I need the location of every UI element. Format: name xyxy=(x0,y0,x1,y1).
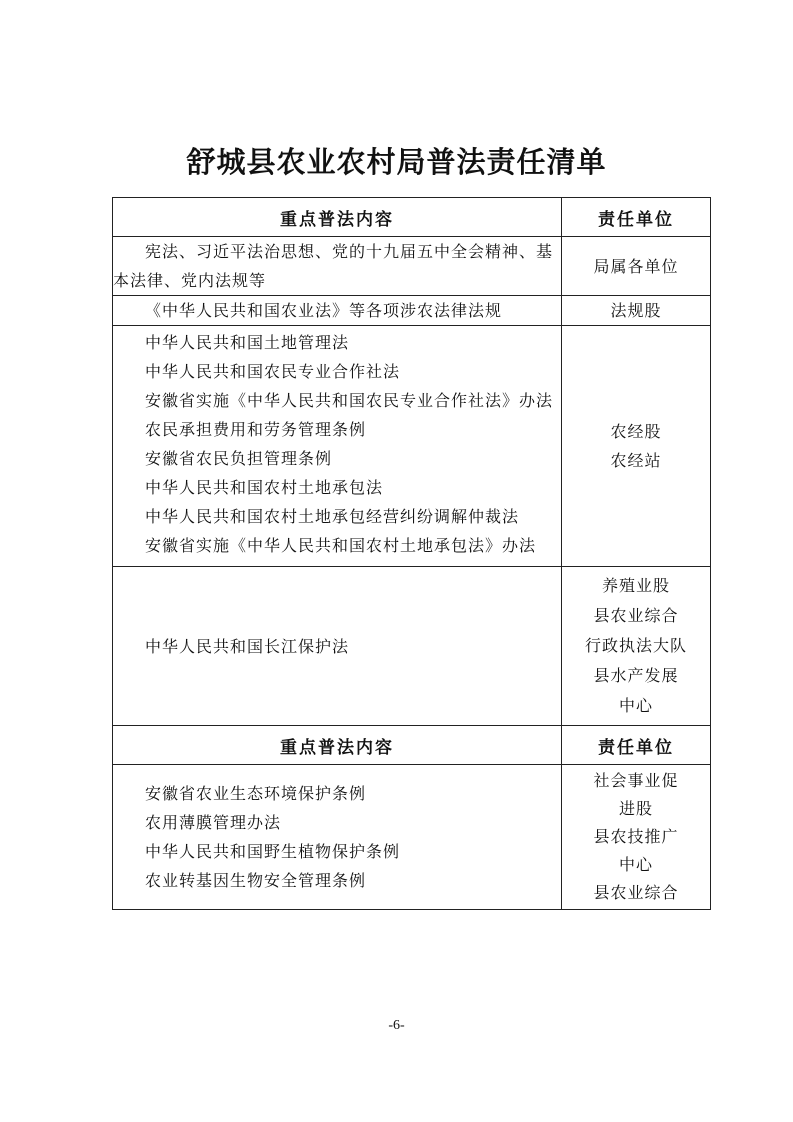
law-item: 中华人民共和国土地管理法 xyxy=(145,333,350,352)
header-content: 重点普法内容 xyxy=(113,198,562,237)
law-item: 《中华人民共和国农业法》等各项涉农法律法规 xyxy=(145,300,503,320)
unit-item: 县农技推广 xyxy=(593,827,679,846)
table-row xyxy=(113,326,711,567)
page-title: 舒城县农业农村局普法责任清单 xyxy=(186,145,607,179)
unit-item: 县水产发展 xyxy=(593,666,679,685)
law-item: 中华人民共和国农村土地承包法 xyxy=(145,478,384,497)
unit-item: 中心 xyxy=(618,855,653,874)
unit-cell xyxy=(562,567,711,726)
law-item: 安徽省实施《中华人民共和国农村土地承包法》办法 xyxy=(145,536,537,555)
unit-item: 农经股 xyxy=(610,422,662,441)
page-number: -6- xyxy=(388,1018,405,1033)
unit-item: 进股 xyxy=(618,799,653,818)
header-content: 重点普法内容 xyxy=(113,726,562,765)
law-item: 安徽省农民负担管理条例 xyxy=(145,449,333,468)
law-item: 安徽省农业生态环境保护条例 xyxy=(145,784,367,803)
unit-item: 中心 xyxy=(618,696,653,715)
unit-cell xyxy=(562,296,711,326)
unit-cell xyxy=(562,765,711,910)
responsibility-table xyxy=(112,197,711,910)
unit-item: 行政执法大队 xyxy=(584,636,687,655)
content-cell xyxy=(113,326,562,567)
content-cell xyxy=(113,237,562,296)
law-item: 农业转基因生物安全管理条例 xyxy=(145,871,367,890)
law-item: 农民承担费用和劳务管理条例 xyxy=(145,420,367,439)
unit-item: 农经站 xyxy=(610,451,662,470)
table-row xyxy=(113,296,711,326)
unit-item: 局属各单位 xyxy=(593,256,679,276)
header-unit: 责任单位 xyxy=(562,726,711,765)
law-item: 中华人民共和国长江保护法 xyxy=(145,636,350,656)
table-header-row xyxy=(113,726,711,765)
content-cell xyxy=(113,296,562,326)
content-cell xyxy=(113,765,562,910)
law-item: 宪法、习近平法治思想、党的十九届五中全会精神、基本法律、党内法规等 xyxy=(113,242,554,290)
table-row xyxy=(113,237,711,296)
content-cell xyxy=(113,567,562,726)
law-item: 中华人民共和国野生植物保护条例 xyxy=(145,842,401,861)
unit-item: 养殖业股 xyxy=(601,576,670,595)
law-item: 中华人民共和国农民专业合作社法 xyxy=(145,362,401,381)
law-item: 农用薄膜管理办法 xyxy=(145,813,282,832)
unit-item: 法规股 xyxy=(610,301,662,320)
unit-item: 社会事业促 xyxy=(593,771,679,790)
table-header-row xyxy=(113,198,711,237)
table-row xyxy=(113,567,711,726)
law-item: 中华人民共和国农村土地承包经营纠纷调解仲裁法 xyxy=(145,507,520,526)
unit-cell xyxy=(562,237,711,296)
table-row xyxy=(113,765,711,910)
law-item: 安徽省实施《中华人民共和国农民专业合作社法》办法 xyxy=(145,391,554,410)
unit-item: 县农业综合 xyxy=(593,883,679,902)
unit-cell xyxy=(562,326,711,567)
unit-item: 县农业综合 xyxy=(593,606,679,625)
header-unit: 责任单位 xyxy=(562,198,711,237)
